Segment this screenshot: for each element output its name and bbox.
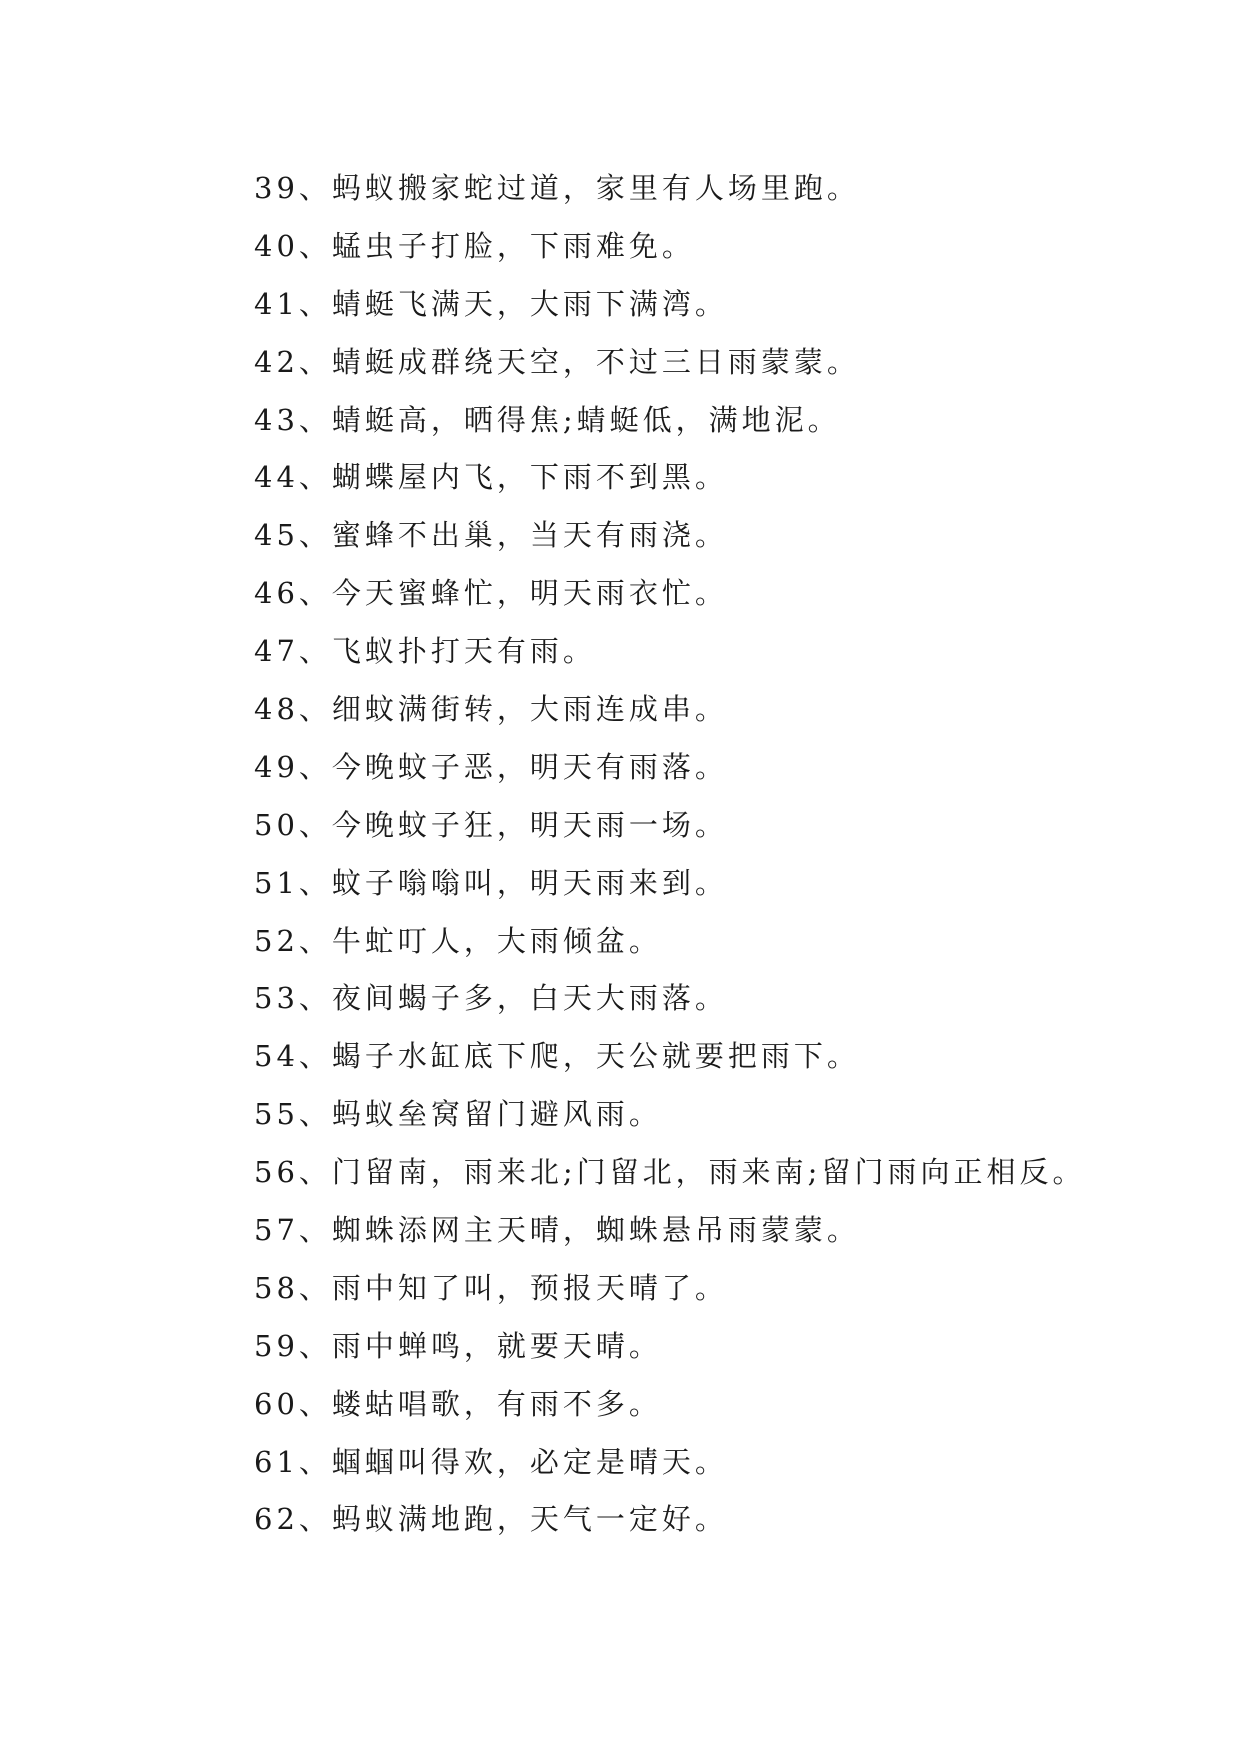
- list-item: 58、雨中知了叫，预报天晴了。: [254, 1270, 728, 1305]
- list-item: 46、今天蜜蜂忙，明天雨衣忙。: [254, 576, 728, 611]
- list-item: 50、今晚蚊子狂，明天雨一场。: [254, 807, 728, 842]
- list-item: 61、蝈蝈叫得欢，必定是晴天。: [254, 1444, 728, 1479]
- list-item: 60、蝼蛄唱歌，有雨不多。: [254, 1386, 662, 1421]
- list-item: 57、蜘蛛添网主天晴，蜘蛛悬吊雨蒙蒙。: [254, 1213, 860, 1248]
- list-item: 62、蚂蚁满地跑，天气一定好。: [254, 1502, 728, 1537]
- list-item: 39、蚂蚁搬家蛇过道，家里有人场里跑。: [254, 171, 860, 205]
- list-item: 40、蜢虫子打脸，下雨难免。: [254, 228, 695, 263]
- list-item: 49、今晚蚊子恶，明天有雨落。: [254, 749, 728, 784]
- list-item: 42、蜻蜓成群绕天空，不过三日雨蒙蒙。: [254, 344, 860, 379]
- list-item: 47、飞蚁扑打天有雨。: [254, 634, 596, 669]
- list-item: 48、细蚊满街转，大雨连成串。: [254, 692, 728, 727]
- list-item: 44、蝴蝶屋内飞，下雨不到黑。: [254, 460, 728, 495]
- list-item: 41、蜻蜓飞满天，大雨下满湾。: [254, 286, 728, 321]
- list-item: 52、牛虻叮人，大雨倾盆。: [254, 923, 662, 958]
- list-item: 54、蝎子水缸底下爬，天公就要把雨下。: [254, 1039, 860, 1074]
- list-item: 43、蜻蜓高，晒得焦;蜻蜓低，满地泥。: [254, 402, 841, 437]
- list-item: 45、蜜蜂不出巢，当天有雨浇。: [254, 518, 728, 553]
- list-item: 51、蚊子嗡嗡叫，明天雨来到。: [254, 865, 728, 900]
- list-item: 56、门留南，雨来北;门留北，雨来南;留门雨向正相反。: [254, 1155, 1086, 1190]
- proverb-list: [254, 160, 1085, 1549]
- list-item: 55、蚂蚁垒窝留门避风雨。: [254, 1097, 662, 1132]
- list-item: 53、夜间蝎子多，白天大雨落。: [254, 981, 728, 1016]
- list-item: 59、雨中蝉鸣，就要天晴。: [254, 1328, 662, 1363]
